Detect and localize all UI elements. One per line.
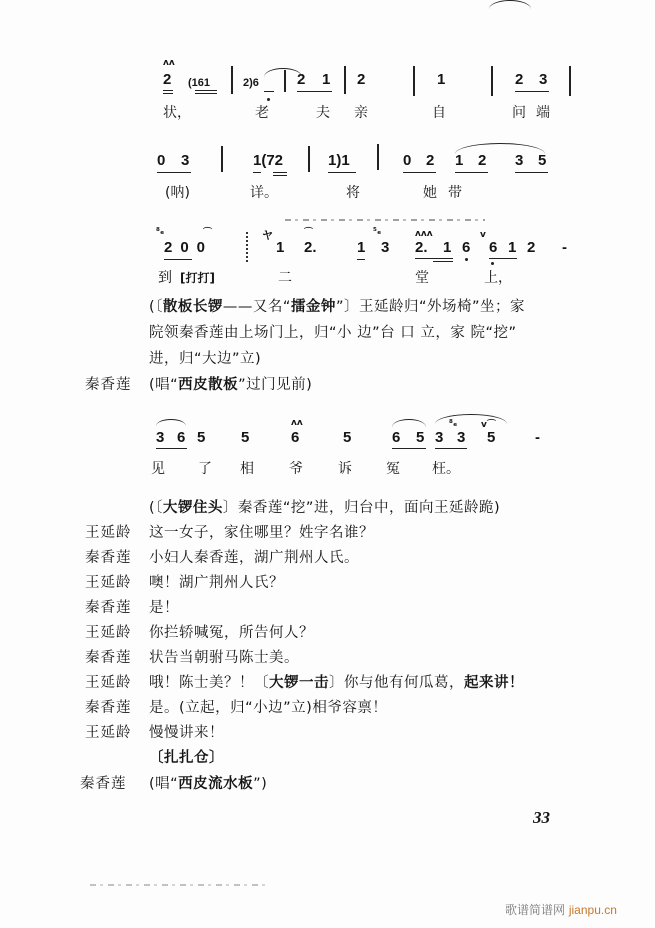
note: 0: [403, 152, 412, 169]
dialogue-text: 慢慢讲来！: [149, 725, 224, 741]
bar-line: [308, 146, 310, 172]
note: 1: [357, 239, 366, 256]
lyric: 端: [536, 105, 550, 121]
breath-fermata-icon: v⌒: [481, 420, 496, 430]
percussion-name: 散板长锣: [162, 299, 223, 315]
note: 0: [157, 152, 166, 169]
speaker-name: 王延龄: [85, 675, 132, 691]
note: 3: [381, 239, 390, 256]
lyric: 问: [512, 105, 526, 121]
trill-ornament-icon: ʌʌʌ: [415, 229, 433, 239]
dialogue-text: 状告当朝驸马陈士美。: [149, 650, 299, 666]
grace-note-icon: ⁸ₑ: [449, 419, 458, 429]
note: 1: [322, 71, 331, 88]
note: 1: [455, 152, 464, 169]
lyric: 老: [255, 105, 269, 121]
dialogue-text: 是！: [149, 600, 179, 616]
note: 3: [156, 429, 165, 446]
note: 1(72: [253, 152, 284, 169]
percussion-name: 大锣一击: [269, 675, 329, 691]
free-rhythm-sign-icon: ヤ: [262, 229, 273, 242]
note: (161: [188, 77, 211, 89]
dashed-bar-line: [246, 232, 248, 262]
note: 2: [163, 71, 172, 88]
note: 5: [416, 429, 425, 446]
lyric: 爷: [289, 461, 303, 477]
note: 6: [392, 429, 401, 446]
speaker-name: 秦香莲: [85, 700, 132, 716]
speaker-name: 秦香莲: [85, 650, 132, 666]
note: 6: [489, 239, 498, 256]
note: 2: [357, 71, 366, 88]
note: 6: [291, 429, 300, 446]
speaker-name: 王延龄: [85, 625, 132, 641]
speaker-name: 秦香莲: [85, 377, 132, 393]
lyric: (呐): [165, 185, 190, 201]
percussion-cue: [打打]: [180, 271, 215, 285]
note: 5: [538, 152, 547, 169]
note: 3: [181, 152, 190, 169]
speaker-name: 王延龄: [85, 525, 132, 541]
dialogue-text: 噢！湖广荆州人氏？: [149, 575, 284, 591]
sustain-dash: -: [535, 429, 540, 446]
note: 200: [164, 239, 214, 256]
grace-note-icon: ⁵ₑ: [373, 227, 382, 237]
bar-line: [221, 146, 223, 172]
bar-line: [231, 66, 233, 94]
trill-ornament-icon: ʌʌ: [291, 418, 303, 428]
note: 1)1: [328, 152, 350, 169]
note: 1: [437, 71, 446, 88]
note: 5: [241, 429, 250, 446]
breath-mark-icon: v: [480, 230, 486, 240]
lyric: 见: [151, 461, 165, 477]
speaker-name: 王延龄: [85, 575, 132, 591]
note: 1: [443, 239, 452, 256]
speaker-name: 秦香莲: [80, 776, 127, 792]
lyric: 到: [158, 270, 172, 286]
fermata-icon: ⌒: [203, 228, 213, 238]
sustain-dash: -: [562, 239, 567, 256]
lyric: 她: [423, 185, 437, 201]
note: 3: [515, 152, 524, 169]
lyric: 诉: [338, 461, 352, 477]
lyric: 堂: [415, 270, 429, 286]
bar-line: [344, 66, 346, 94]
note: 1: [508, 239, 517, 256]
dialogue-text: 是。(立起，归“小边”立)相爷容禀！: [149, 700, 388, 716]
bar-line: [413, 66, 415, 96]
lyric: 相: [240, 461, 254, 477]
lyric: 二: [278, 270, 292, 286]
speaker-name: 秦香莲: [85, 600, 132, 616]
note: 5: [343, 429, 352, 446]
note: 2.: [304, 239, 317, 256]
bar-line: [569, 66, 571, 96]
aria-type: 西皮流水板: [178, 776, 254, 792]
speaker-name: 秦香莲: [85, 550, 132, 566]
dialogue-text: 小妇人秦香莲，湖广荆州人氏。: [149, 550, 359, 566]
lyric: 了: [198, 461, 212, 477]
note: 5: [197, 429, 206, 446]
lyric: 冤: [386, 461, 400, 477]
note: 6: [462, 239, 471, 256]
lyric: 自: [432, 105, 446, 121]
note: 2)6: [243, 77, 259, 89]
note: 2: [515, 71, 524, 88]
note: 2: [527, 239, 536, 256]
lyric: 上，: [484, 270, 512, 286]
note: 2.: [415, 239, 428, 256]
lyric: 夫: [316, 105, 330, 121]
note: 6: [177, 429, 186, 446]
bar-line: [491, 66, 493, 96]
note: 2: [478, 152, 487, 169]
dialogue-text: 这一女子，家住哪里？姓字名谁？: [149, 525, 374, 541]
dialogue-text: 哦！陈士美？！〔大锣一击〕你与他有何瓜葛，起来讲！: [149, 675, 524, 691]
speaker-name: 王延龄: [85, 725, 132, 741]
stage-direction: (〔大锣住头〕秦香莲“挖”进，归台中，面向王延龄跪): [149, 500, 501, 516]
percussion-cue: 〔扎扎仓〕: [149, 750, 224, 766]
note: 3: [457, 429, 466, 446]
dialogue-text: 你拦轿喊冤，所告何人？: [149, 625, 314, 641]
lyric: 将: [346, 185, 360, 201]
lyric: 详。: [250, 185, 278, 201]
grace-note-icon: ⁸ₑ: [156, 227, 165, 237]
note: 5: [487, 429, 496, 446]
lyric: 状，: [163, 105, 191, 121]
trill-ornament-icon: ʌʌ: [163, 58, 175, 68]
fermata-icon: ⌒: [304, 228, 314, 238]
page-number: 33: [533, 808, 550, 827]
note: 1: [276, 239, 285, 256]
percussion-name: 大锣住头: [162, 500, 223, 516]
bar-line: [284, 70, 286, 92]
lyric: 亲: [354, 105, 368, 121]
note: 3: [435, 429, 444, 446]
bar-line: [377, 144, 379, 170]
aria-type: 西皮散板: [178, 377, 239, 393]
note: 3: [539, 71, 548, 88]
lyric: 带: [448, 185, 462, 201]
watermark: 歌谱简谱网 jianpu.cn: [505, 903, 617, 917]
note: 2: [297, 71, 306, 88]
note: 2: [426, 152, 435, 169]
lyric: 枉。: [432, 461, 460, 477]
